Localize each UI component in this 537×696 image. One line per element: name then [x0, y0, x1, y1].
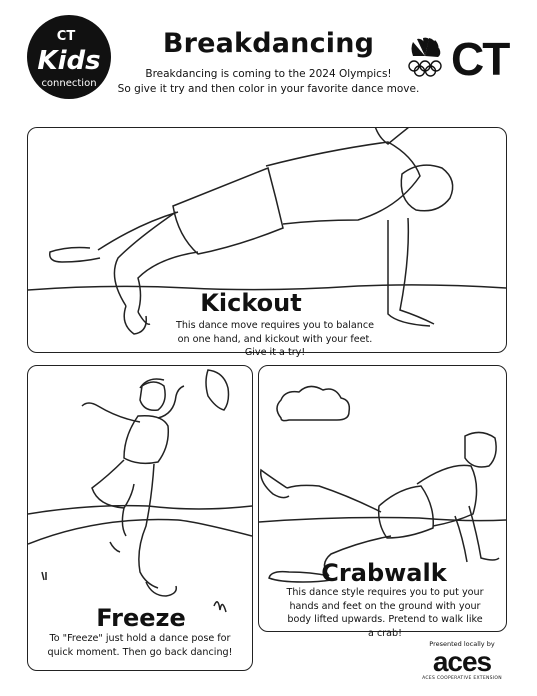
freeze-panel [27, 365, 253, 671]
aces-logo-text: aces [432, 646, 492, 677]
crabwalk-title: Crabwalk [321, 559, 447, 587]
aces-tagline: ACES COOPERATIVE EXTENSION [422, 676, 502, 681]
svg-text:CT: CT [56, 29, 76, 44]
svg-text:Kids: Kids [37, 46, 101, 76]
aces-logo [412, 648, 512, 684]
ct-brand-text: CT [451, 33, 509, 85]
intro-line-2: So give it try and then color in your favorite dance move. [117, 83, 420, 95]
kickout-caption: This dance move requires you to balance on one hand, and kickout with your feet. Give it a try! [175, 320, 375, 358]
presented-by-label: Presented locally by [429, 640, 495, 648]
freeze-title: Freeze [96, 604, 186, 632]
page-title: Breakdancing [162, 28, 375, 59]
kickout-title: Kickout [200, 289, 302, 317]
svg-text:connection: connection [41, 78, 97, 89]
kickout-panel [27, 127, 507, 358]
crabwalk-caption: This dance style requires you to put your hands and feet on the ground with your body lifted upwards. Pretend to walk like a crab! [286, 587, 484, 639]
intro-line-1: Breakdancing is coming to the 2024 Olympics! [145, 68, 392, 80]
freeze-caption: To "Freeze" just hold a dance pose for quick moment. Then go back dancing! [47, 633, 233, 658]
crabwalk-panel [258, 365, 507, 639]
